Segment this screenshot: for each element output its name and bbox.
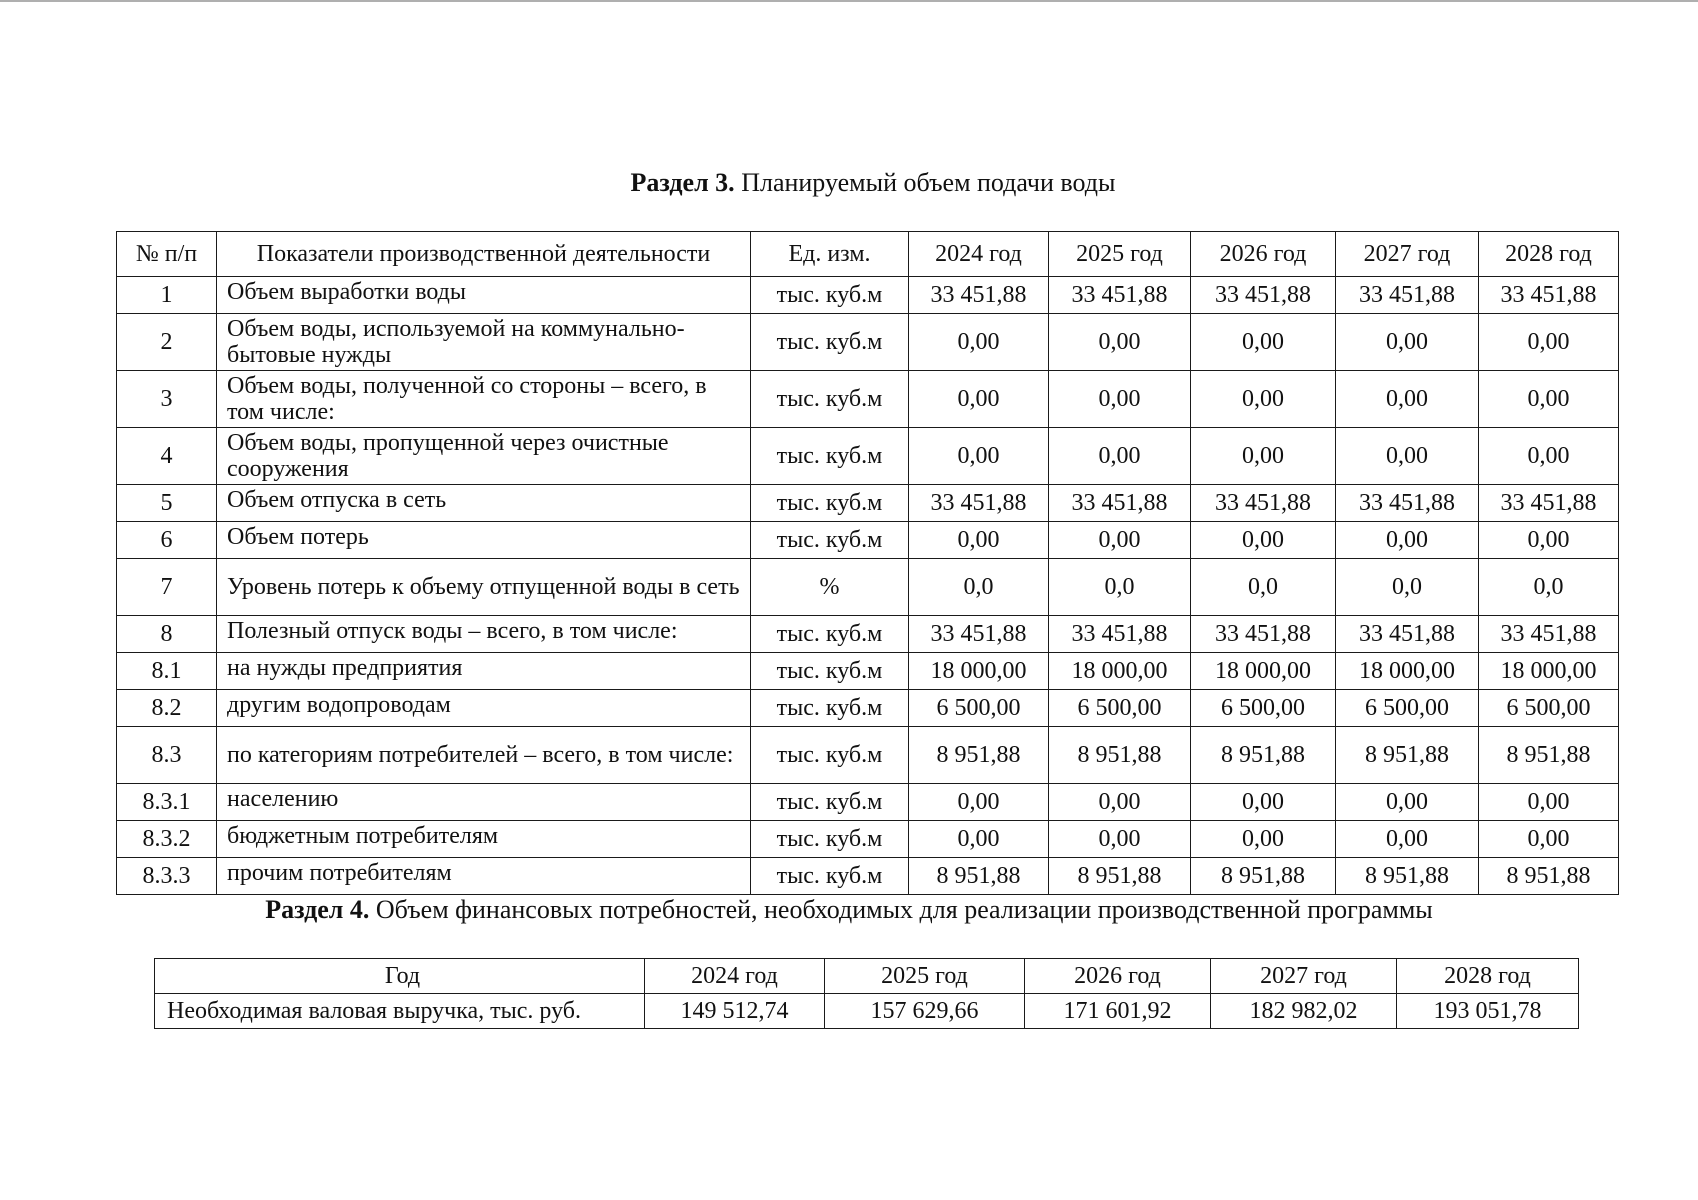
- row-indicator: Полезный отпуск воды – всего, в том числе:: [217, 616, 751, 653]
- column-header-2028: 2028 год: [1479, 232, 1619, 277]
- column-header-2026: 2026 год: [1191, 232, 1336, 277]
- row-number: 5: [117, 485, 217, 522]
- row-value-2026: 8 951,88: [1191, 727, 1336, 784]
- row-value-2024: 33 451,88: [909, 277, 1049, 314]
- row-value-2026: 0,00: [1191, 314, 1336, 371]
- row-value-2026: 33 451,88: [1191, 485, 1336, 522]
- row-value-2024: 33 451,88: [909, 616, 1049, 653]
- row-value-2025: 18 000,00: [1049, 653, 1191, 690]
- row-value-2024: 33 451,88: [909, 485, 1049, 522]
- column-header-2024: 2024 год: [645, 959, 825, 994]
- row-value-2024: 0,0: [909, 559, 1049, 616]
- table-row: [117, 653, 1619, 690]
- table-row: [117, 821, 1619, 858]
- row-value-2025: 0,00: [1049, 784, 1191, 821]
- row-value-2024: 8 951,88: [909, 858, 1049, 895]
- row-number: 6: [117, 522, 217, 559]
- row-value-2027: 0,00: [1336, 522, 1479, 559]
- row-unit: тыс. куб.м: [751, 371, 909, 428]
- table-row: [117, 428, 1619, 485]
- row-unit: тыс. куб.м: [751, 653, 909, 690]
- row-value-2024: 0,00: [909, 522, 1049, 559]
- row-value-2026: 18 000,00: [1191, 653, 1336, 690]
- row-value-2025: 33 451,88: [1049, 485, 1191, 522]
- row-indicator: прочим потребителям: [217, 858, 751, 895]
- revenue-value-2027: 182 982,02: [1211, 994, 1397, 1029]
- row-value-2027: 0,00: [1336, 314, 1479, 371]
- row-value-2024: 6 500,00: [909, 690, 1049, 727]
- row-indicator: Объем выработки воды: [217, 277, 751, 314]
- row-value-2027: 33 451,88: [1336, 616, 1479, 653]
- row-unit: тыс. куб.м: [751, 428, 909, 485]
- row-value-2028: 0,00: [1479, 522, 1619, 559]
- water-supply-table: [116, 231, 1619, 895]
- row-unit: тыс. куб.м: [751, 277, 909, 314]
- row-value-2027: 8 951,88: [1336, 858, 1479, 895]
- row-value-2027: 0,00: [1336, 784, 1479, 821]
- row-number: 8.3: [117, 727, 217, 784]
- row-value-2028: 0,00: [1479, 428, 1619, 485]
- section-4-title: [0, 895, 1698, 925]
- column-header-number: № п/п: [117, 232, 217, 277]
- row-number: 8.3.2: [117, 821, 217, 858]
- row-value-2025: 33 451,88: [1049, 277, 1191, 314]
- row-value-2026: 0,00: [1191, 784, 1336, 821]
- row-indicator: Объем воды, полученной со стороны – всего, в том числе:: [217, 371, 751, 428]
- table-row: [117, 784, 1619, 821]
- row-value-2026: 0,00: [1191, 522, 1336, 559]
- row-number: 8.3.3: [117, 858, 217, 895]
- row-unit: тыс. куб.м: [751, 616, 909, 653]
- column-header-indicator: Показатели производственной деятельности: [217, 232, 751, 277]
- row-value-2028: 0,00: [1479, 314, 1619, 371]
- table-row: [117, 371, 1619, 428]
- row-unit: тыс. куб.м: [751, 314, 909, 371]
- row-value-2027: 33 451,88: [1336, 277, 1479, 314]
- row-value-2028: 0,00: [1479, 371, 1619, 428]
- row-value-2028: 6 500,00: [1479, 690, 1619, 727]
- table-row: [117, 690, 1619, 727]
- row-value-2026: 8 951,88: [1191, 858, 1336, 895]
- row-value-2024: 0,00: [909, 821, 1049, 858]
- row-unit: тыс. куб.м: [751, 727, 909, 784]
- row-value-2025: 8 951,88: [1049, 858, 1191, 895]
- row-value-2028: 33 451,88: [1479, 277, 1619, 314]
- table-header-row: [117, 232, 1619, 277]
- row-number: 4: [117, 428, 217, 485]
- row-value-2024: 0,00: [909, 428, 1049, 485]
- table-row: [117, 485, 1619, 522]
- financial-needs-table: [154, 958, 1579, 1029]
- column-header-2027: 2027 год: [1336, 232, 1479, 277]
- row-indicator: бюджетным потребителям: [217, 821, 751, 858]
- table-row: [117, 314, 1619, 371]
- row-unit: тыс. куб.м: [751, 522, 909, 559]
- revenue-value-2026: 171 601,92: [1025, 994, 1211, 1029]
- row-value-2025: 0,00: [1049, 371, 1191, 428]
- table-row: [117, 727, 1619, 784]
- revenue-value-2024: 149 512,74: [645, 994, 825, 1029]
- row-number: 8: [117, 616, 217, 653]
- column-header-2025: 2025 год: [825, 959, 1025, 994]
- revenue-value-2028: 193 051,78: [1397, 994, 1579, 1029]
- row-value-2025: 0,00: [1049, 428, 1191, 485]
- row-number: 1: [117, 277, 217, 314]
- table-row: [155, 994, 1579, 1029]
- row-value-2025: 6 500,00: [1049, 690, 1191, 727]
- row-value-2024: 8 951,88: [909, 727, 1049, 784]
- row-unit: тыс. куб.м: [751, 821, 909, 858]
- row-value-2025: 0,00: [1049, 314, 1191, 371]
- row-value-2025: 0,00: [1049, 821, 1191, 858]
- row-value-2025: 8 951,88: [1049, 727, 1191, 784]
- scan-top-edge: [0, 0, 1698, 2]
- row-unit: тыс. куб.м: [751, 784, 909, 821]
- row-value-2024: 18 000,00: [909, 653, 1049, 690]
- row-unit: %: [751, 559, 909, 616]
- column-header-2027: 2027 год: [1211, 959, 1397, 994]
- row-indicator: Уровень потерь к объему отпущенной воды в сеть: [217, 559, 751, 616]
- row-value-2024: 0,00: [909, 784, 1049, 821]
- row-number: 2: [117, 314, 217, 371]
- section-4-title-number: Раздел 4.: [265, 895, 370, 924]
- column-header-2025: 2025 год: [1049, 232, 1191, 277]
- row-value-2026: 33 451,88: [1191, 616, 1336, 653]
- row-value-2028: 18 000,00: [1479, 653, 1619, 690]
- row-value-2027: 6 500,00: [1336, 690, 1479, 727]
- table-header-row: [155, 959, 1579, 994]
- row-value-2024: 0,00: [909, 371, 1049, 428]
- row-value-2027: 33 451,88: [1336, 485, 1479, 522]
- row-number: 3: [117, 371, 217, 428]
- row-value-2028: 0,0: [1479, 559, 1619, 616]
- row-value-2026: 33 451,88: [1191, 277, 1336, 314]
- section-3-title: [24, 168, 1698, 198]
- row-value-2025: 33 451,88: [1049, 616, 1191, 653]
- row-value-2027: 0,0: [1336, 559, 1479, 616]
- column-header-2028: 2028 год: [1397, 959, 1579, 994]
- section-3-title-number: Раздел 3.: [630, 168, 735, 197]
- revenue-value-2025: 157 629,66: [825, 994, 1025, 1029]
- row-indicator: Объем воды, используемой на коммунально-бытовые нужды: [217, 314, 751, 371]
- row-value-2028: 8 951,88: [1479, 858, 1619, 895]
- row-value-2026: 0,00: [1191, 428, 1336, 485]
- row-value-2027: 18 000,00: [1336, 653, 1479, 690]
- row-value-2028: 8 951,88: [1479, 727, 1619, 784]
- column-header-unit: Ед. изм.: [751, 232, 909, 277]
- row-value-2028: 33 451,88: [1479, 485, 1619, 522]
- table-row: [117, 277, 1619, 314]
- row-number: 8.2: [117, 690, 217, 727]
- row-unit: тыс. куб.м: [751, 690, 909, 727]
- table-row: [117, 858, 1619, 895]
- row-value-2028: 0,00: [1479, 821, 1619, 858]
- row-value-2027: 8 951,88: [1336, 727, 1479, 784]
- row-value-2026: 0,0: [1191, 559, 1336, 616]
- section-3-title-text: Планируемый объем подачи воды: [734, 168, 1116, 197]
- row-value-2028: 33 451,88: [1479, 616, 1619, 653]
- row-value-2026: 0,00: [1191, 821, 1336, 858]
- row-indicator: Объем воды, пропущенной через очистные сооружения: [217, 428, 751, 485]
- row-unit: тыс. куб.м: [751, 485, 909, 522]
- table-row: [117, 522, 1619, 559]
- section-4-title-text: Объем финансовых потребностей, необходимых для реализации производственной программы: [369, 895, 1433, 924]
- row-number: 8.1: [117, 653, 217, 690]
- row-indicator: Объем потерь: [217, 522, 751, 559]
- column-header-2026: 2026 год: [1025, 959, 1211, 994]
- row-indicator: другим водопроводам: [217, 690, 751, 727]
- row-value-2025: 0,0: [1049, 559, 1191, 616]
- row-indicator: Объем отпуска в сеть: [217, 485, 751, 522]
- row-number: 7: [117, 559, 217, 616]
- row-indicator: населению: [217, 784, 751, 821]
- row-value-2027: 0,00: [1336, 371, 1479, 428]
- row-value-2026: 6 500,00: [1191, 690, 1336, 727]
- table-row: [117, 616, 1619, 653]
- row-indicator: на нужды предприятия: [217, 653, 751, 690]
- row-value-2025: 0,00: [1049, 522, 1191, 559]
- row-indicator: по категориям потребителей – всего, в том числе:: [217, 727, 751, 784]
- row-unit: тыс. куб.м: [751, 858, 909, 895]
- row-value-2024: 0,00: [909, 314, 1049, 371]
- row-value-2027: 0,00: [1336, 428, 1479, 485]
- column-header-2024: 2024 год: [909, 232, 1049, 277]
- row-number: 8.3.1: [117, 784, 217, 821]
- row-label-revenue: Необходимая валовая выручка, тыс. руб.: [155, 994, 645, 1029]
- row-value-2027: 0,00: [1336, 821, 1479, 858]
- table-row: [117, 559, 1619, 616]
- column-header-year: Год: [155, 959, 645, 994]
- row-value-2026: 0,00: [1191, 371, 1336, 428]
- row-value-2028: 0,00: [1479, 784, 1619, 821]
